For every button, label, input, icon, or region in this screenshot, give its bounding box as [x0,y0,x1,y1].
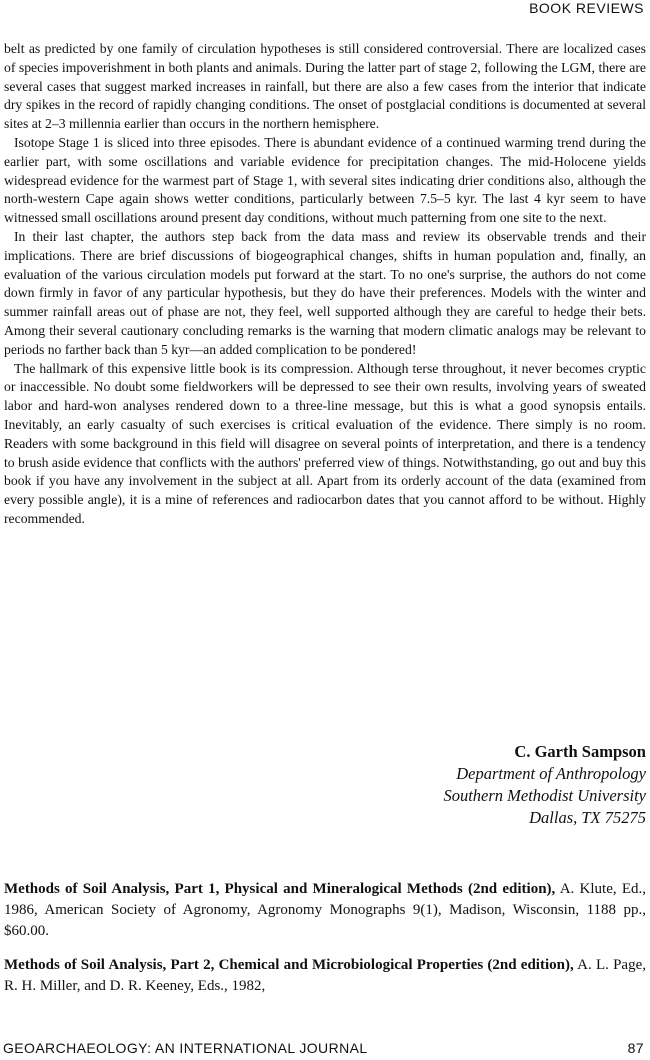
reviewer-department: Department of Anthropology [456,764,646,783]
journal-name: GEOARCHAEOLOGY: AN INTERNATIONAL JOURNAL [3,1040,368,1056]
citation-2 [4,955,646,997]
next-review-citations [4,879,646,1010]
citation-1-details: A. Klute, Ed., 1986, American Society of Agronomy, Agronomy Monographs 9(1), Madison, Wisconsin, 1188 pp., $60.00. [4,881,646,939]
running-header: BOOK REVIEWS [529,0,644,16]
citation-1-title: Methods of Soil Analysis, Part 1, Physical and Mineralogical Methods (2nd edition), [4,881,556,897]
reviewer-name: C. Garth Sampson [514,742,646,761]
paragraph-4: The hallmark of this expensive little book is its compression. Although terse throughout, it never becomes cryptic or inaccessible. No doubt some fieldworkers will be depressed to see their own results, involving years of sweated labor and hard-won analyses rendered down to a three-line message, but this is what a good synopsis entails. Inevitably, an early casualty of such exercises is critical evaluation of the evidence. There simply is no room. Readers with some background in this field will disagree on several points of interpretation, and there is a tendency to brush aside evidence that conflicts with the authors' preferred view of things. Notwithstanding, go out and buy this book if you have any involvement in the subject at all. Apart from its orderly account of the data (examined from every possible angle), it is a mine of references and radiocarbon dates that you cannot afford to be without. Highly recommended. [4,360,646,526]
citation-2-details: A. L. Page, R. H. Miller, and D. R. Keeney, Eds., 1982, [4,957,647,994]
page-number: 87 [627,1040,644,1056]
reviewer-signature [443,741,646,829]
citation-1 [4,879,646,942]
paragraph-2: Isotope Stage 1 is sliced into three episodes. There is abundant evidence of a continued warming trend during the earlier part, with some oscillations and variable evidence for precipitation changes. The mid-Holocene yields widespread evidence for the warmest part of Stage 1, with several sites indicating drier conditions also, although the north-western Cape again shows wetter conditions, particularly between 7.5–5 kyr. The last 4 kyr seem to have witnessed small oscillations around present day conditions, without much patterning from one site to the next. [4,134,646,226]
page-footer [3,1040,644,1056]
review-body [4,40,646,529]
citation-2-title: Methods of Soil Analysis, Part 2, Chemical and Microbiological Properties (2nd edition), [4,957,574,973]
paragraph-1: belt as predicted by one family of circulation hypotheses is still considered controversial. There are localized cases of species impoverishment in both plants and animals. During the latter part of stage 2, following the LGM, there are several cases that suggest marked increases in rainfall, but there are also a few cases from the interior that indicate dry spikes in the record of rapidly changing conditions. The onset of postglacial conditions is documented at several sites at 2–3 millennia earlier than occurs in the northern hemisphere. [4,41,646,132]
paragraph-3: In their last chapter, the authors step back from the data mass and review its observable trends and their implications. There are brief discussions of biogeographical changes, shifts in human population and, finally, an evaluation of the various circulation models put forward at the start. To no one's surprise, the authors do not come down firmly in favor of any particular hypothesis, but they do have their preferences. Models with the winter and summer rainfall areas out of phase are not, they feel, well supported although they are careful to hedge their bets. Among their several cautionary concluding remarks is the warning that modern climatic analogs may be relevant to periods no farther back than 5 kyr—an added complication to be pondered! [4,228,646,357]
reviewer-university: Southern Methodist University [443,786,646,805]
reviewer-city: Dallas, TX 75275 [529,808,646,827]
